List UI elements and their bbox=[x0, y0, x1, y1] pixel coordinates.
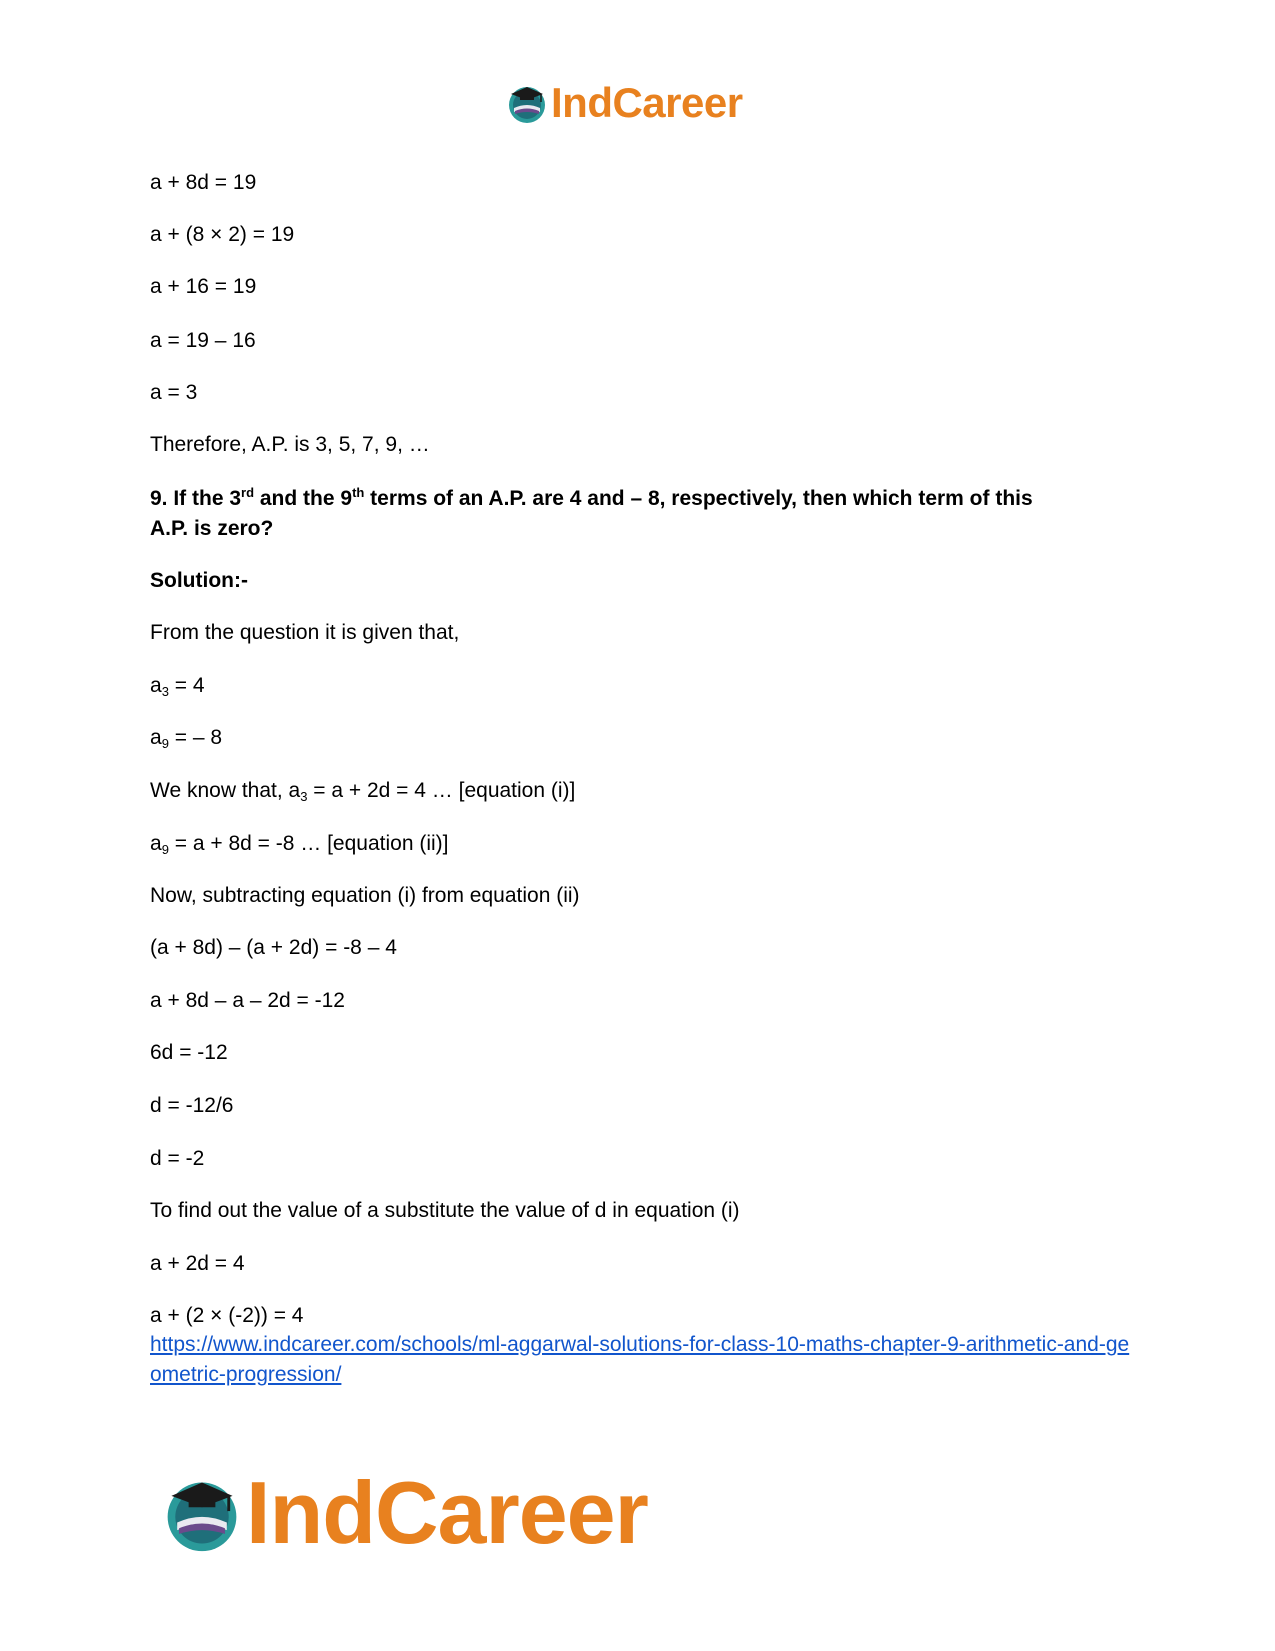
text-line: d = -2 bbox=[150, 1147, 205, 1170]
text-line: Now, subtracting equation (i) from equation (ii) bbox=[150, 884, 580, 907]
graduation-globe-icon bbox=[160, 1471, 244, 1555]
text-line: To find out the value of a substitute the value of d in equation (i) bbox=[150, 1199, 740, 1222]
equation-i: We know that, $a_3 = a + 2d = 4$ … [equation (i)] bbox=[150, 779, 576, 804]
footer-logo-text: IndCareer bbox=[246, 1463, 648, 1562]
text-line: a + (8 × 2) = 19 bbox=[150, 223, 295, 246]
solution-label: Solution:- bbox=[150, 569, 248, 592]
text-line: From the question it is given that, bbox=[150, 621, 460, 644]
given-a3: $a_3 = 4$ bbox=[150, 674, 205, 699]
equation-ii: $a_9 = a + 8d = -8$ … [equation (ii)] bbox=[150, 832, 449, 857]
question-heading: 9. If the 3rd and the 9th terms of an A.P. are 4 and – 8, respectively, then which term of this bbox=[150, 485, 1033, 510]
text-line: a = 19 – 16 bbox=[150, 329, 256, 352]
text-line: a + 8d = 19 bbox=[150, 171, 257, 194]
text-line: a + 2d = 4 bbox=[150, 1252, 245, 1275]
question-heading-continued: A.P. is zero? bbox=[150, 517, 274, 540]
text-line: a + 8d – a – 2d = -12 bbox=[150, 989, 345, 1012]
footer-logo bbox=[160, 1463, 648, 1562]
text-line: a = 3 bbox=[150, 381, 198, 404]
text-line: Therefore, A.P. is 3, 5, 7, 9, … bbox=[150, 433, 430, 456]
given-a9: $a_9$ = – 8 bbox=[150, 726, 223, 751]
text-line: (a + 8d) – (a + 2d) = -8 – 4 bbox=[150, 936, 397, 959]
text-line: 6d = -12 bbox=[150, 1041, 228, 1064]
source-link[interactable]: https://www.indcareer.com/schools/ml-aggarwal-solutions-for-class-10-maths-chapter-9-arithmetic-and-geometric-progression/ bbox=[150, 1333, 1130, 1386]
text-line: a + 16 = 19 bbox=[150, 275, 257, 298]
graduation-globe-icon bbox=[505, 81, 549, 125]
header-logo-text: IndCareer bbox=[551, 79, 743, 126]
text-line: d = -12/6 bbox=[150, 1094, 234, 1117]
header-logo bbox=[505, 78, 743, 128]
text-line: a + (2 × (-2)) = 4 bbox=[150, 1304, 304, 1327]
